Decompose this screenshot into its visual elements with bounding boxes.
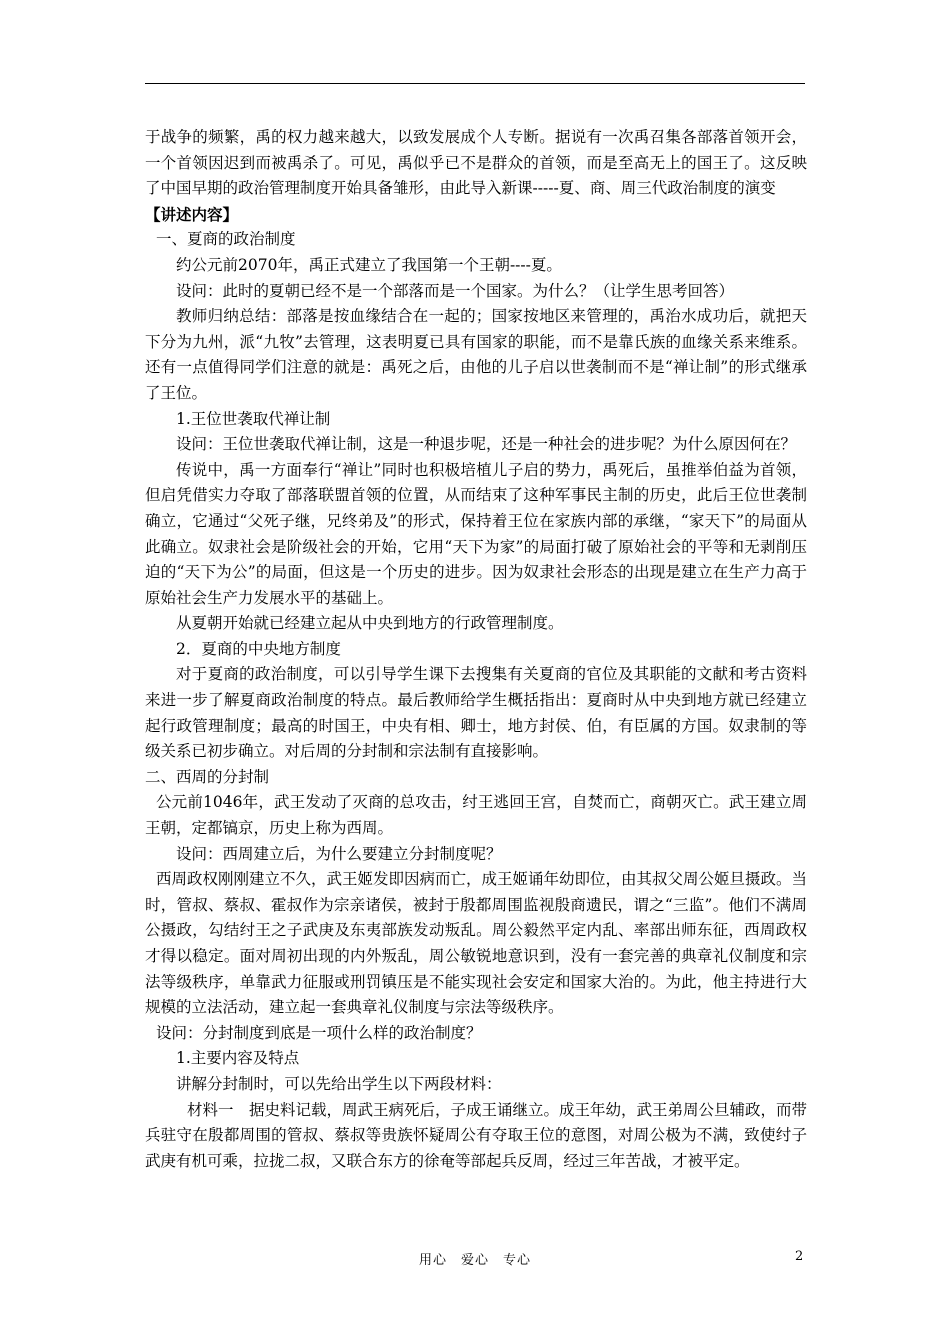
paragraph: 设问：此时的夏朝已经不是一个部落而是一个国家。为什么？（让学生思考回答） bbox=[176, 281, 735, 300]
section-heading: 【讲述内容】 bbox=[145, 204, 239, 224]
paragraph: 设问：西周建立后，为什么要建立分封制度呢？ bbox=[176, 844, 502, 863]
paragraph: 二、西周的分封制 bbox=[145, 767, 270, 786]
paragraph: 材料一 据史料记载，周武王病死后，子成王诵继立。成王年幼，武王弟周公旦辅政，而带兵驻守在殷都周围的管叔、蔡叔等贵族怀疑周公有夺取王位的意图，对周公极为不满，致使纣子武庚有机可乘，拉拢二叔，又联合东方的徐奄等部起兵反周，经过三年苦战，才被平定。 bbox=[145, 1100, 808, 1170]
paragraph: 公元前1046年，武王发动了灭商的总攻击，纣王逃回王宫，自焚而亡，商朝灭亡。武王建立周王朝，定都镐京，历史上称为西周。 bbox=[145, 793, 807, 838]
paragraph: 设问：王位世袭取代禅让制，这是一种退步呢，还是一种社会的进步呢？为什么原因何在？ bbox=[176, 435, 797, 454]
paragraph: 从夏朝开始就已经建立起从中央到地方的行政管理制度。 bbox=[176, 614, 564, 633]
paragraph: 一、夏商的政治制度 bbox=[156, 230, 296, 249]
footer-text: 用心 爱心 专心 bbox=[418, 1253, 531, 1268]
paragraph: 2．夏商的中央地方制度 bbox=[176, 639, 341, 658]
paragraph: 于战争的频繁，禹的权力越来越大，以致发展成个人专断。据说有一次禹召集各部落首领开会，一个首领因迟到而被禹杀了。可见，禹似乎已不是群众的首领，而是至高无上的国王了。这反映了中国早期的政治管理制度开始具备雏形，由此导入新课-----夏、商、周三代政治制度的演变 bbox=[145, 128, 807, 198]
page-number: 2 bbox=[795, 1249, 804, 1264]
paragraph: 传说中，禹一方面奉行“禅让”同时也积极培植儿子启的势力，禹死后，虽推举伯益为首领，但启凭借实力夺取了部落联盟首领的位置，从而结束了这种军事民主制的历史，此后王位世袭制确立，它通过“父死子继，兄终弟及”的形式，保持着王位在家族内部的承继，“家天下”的局面从此确立。奴隶社会是阶级社会的开始，它用“天下为家”的局面打破了原始社会的平等和无剥削压迫的“天下为公”的局面，但这是一个历史的进步。因为奴隶社会形态的出现是建立在生产力高于原始社会生产力发展水平的基础上。 bbox=[145, 460, 807, 607]
paragraph: 约公元前2070年，禹正式建立了我国第一个王朝----夏。 bbox=[176, 255, 562, 274]
paragraph: 1.主要内容及特点 bbox=[176, 1049, 300, 1068]
paragraph: 西周政权刚刚建立不久，武王姬发即因病而亡，成王姬诵年幼即位，由其叔父周公姬旦摄政。当时，管叔、蔡叔、霍叔作为宗亲诸侯，被封于殷都周围监视殷商遗民，谓之“三监”。他们不满周公摄政，勾结纣王之子武庚及东夷部族发动叛乱。周公毅然平定内乱、率部出师东征，西周政权才得以稳定。面对周初出现的内外叛乱，周公敏锐地意识到，没有一套完善的典章礼仪制度和宗法等级秩序，单靠武力征服或刑罚镇压是不能实现社会安定和国家大治的。为此，他主持进行大规模的立法活动，建立起一套典章礼仪制度与宗法等级秩序。 bbox=[145, 870, 808, 1017]
paragraph: 教师归纳总结：部落是按血缘结合在一起的；国家按地区来管理的，禹治水成功后，就把天下分为九州，派“九牧”去管理，这表明夏已具有国家的职能，而不是靠氏族的血缘关系来维系。还有一点值得同学们注意的就是：禹死之后，由他的儿子启以世袭制而不是“禅让制”的形式继承了王位。 bbox=[145, 307, 807, 402]
paragraph: 对于夏商的政治制度，可以引导学生课下去搜集有关夏商的官位及其职能的文献和考古资料来进一步了解夏商政治制度的特点。最后教师给学生概括指出：夏商时从中央到地方就已经建立起行政管理制度；最高的时国王，中央有相、卿士，地方封侯、伯，有臣属的方国。奴隶制的等级关系已初步确立。对后周的分封制和宗法制有直接影响。 bbox=[145, 665, 807, 761]
document-body bbox=[145, 125, 807, 1174]
paragraph: 讲解分封制时，可以先给出学生以下两段材料： bbox=[176, 1074, 502, 1093]
paragraph: 设问：分封制度到底是一项什么样的政治制度？ bbox=[156, 1023, 482, 1042]
paragraph: 1.王位世袭取代禅让制 bbox=[176, 409, 331, 428]
header-rule bbox=[145, 83, 805, 84]
